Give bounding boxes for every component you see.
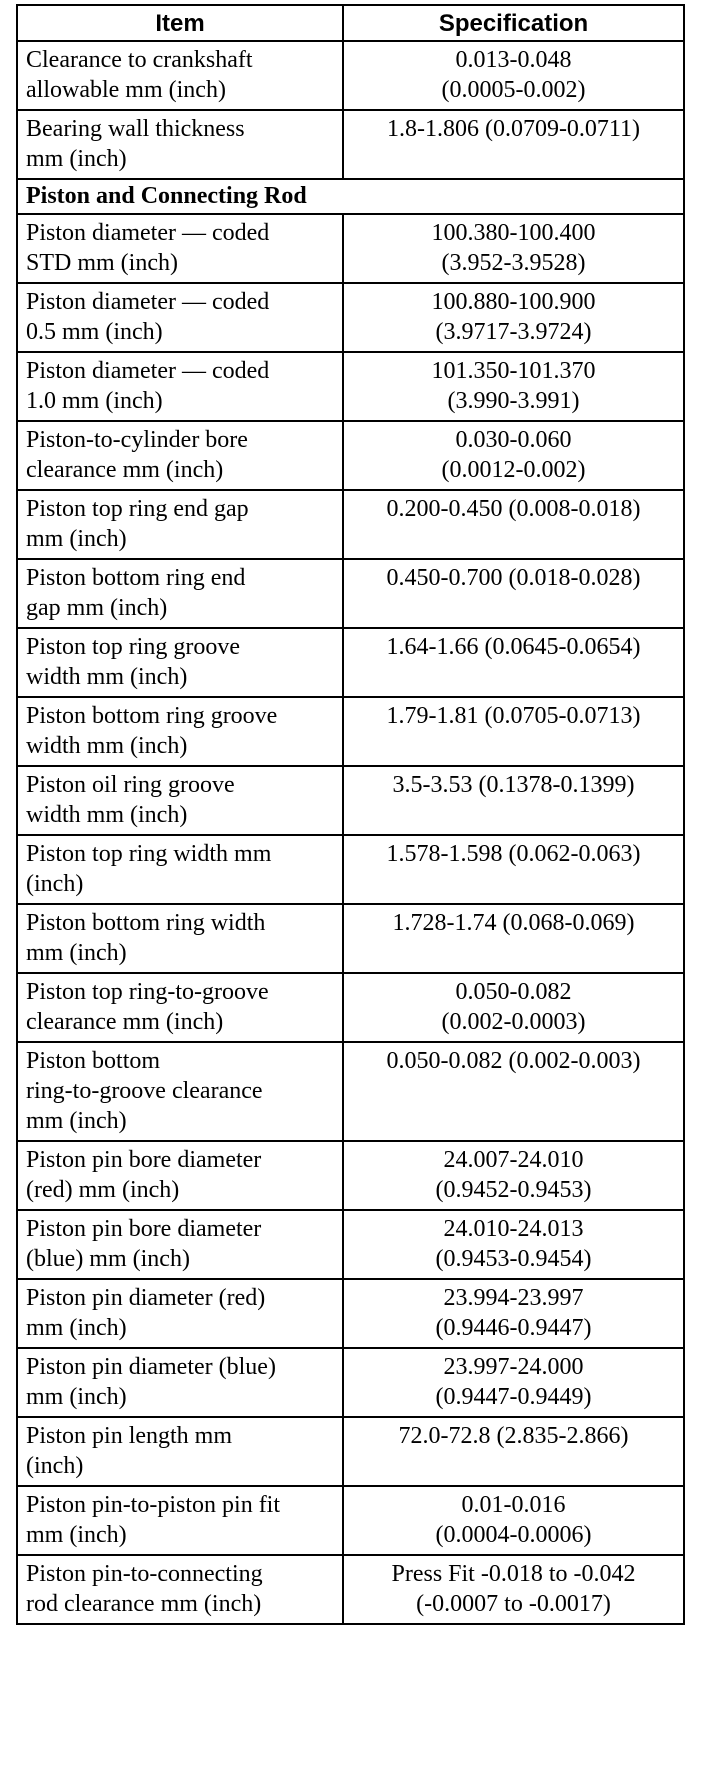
specification-text-line: 0.050-0.082 (0.002-0.003) — [386, 1048, 641, 1074]
specification-cell — [343, 559, 684, 628]
item-cell — [17, 628, 343, 697]
specification-cell — [343, 352, 684, 421]
specification-text-line: (0.9446-0.9447) — [435, 1315, 592, 1341]
item-text-line: (inch) — [26, 1453, 84, 1479]
column-header-item: Item — [17, 5, 343, 41]
item-text-line: Piston top ring width mm — [26, 841, 272, 867]
item-text-line: Bearing wall thickness — [26, 116, 245, 142]
specification-text-line: (0.0005-0.002) — [441, 77, 586, 103]
item-text-line: ring-to-groove clearance — [26, 1078, 263, 1104]
item-text-line: Clearance to crankshaft — [26, 47, 253, 73]
item-text-line: Piston top ring end gap — [26, 496, 249, 522]
table-row — [17, 421, 684, 490]
item-text-line: Piston bottom — [26, 1048, 161, 1074]
item-text-line: Piston pin diameter (red) — [26, 1285, 266, 1311]
section-row — [17, 179, 684, 214]
item-text-line: mm (inch) — [26, 1522, 127, 1548]
item-text-line: Piston bottom ring width — [26, 910, 266, 936]
item-text-line: Piston oil ring groove — [26, 772, 235, 798]
table-row — [17, 559, 684, 628]
item-text-line: STD mm (inch) — [26, 250, 178, 276]
specification-text-line: (0.9452-0.9453) — [435, 1177, 592, 1203]
table-row — [17, 904, 684, 973]
item-text-line: mm (inch) — [26, 526, 127, 552]
item-text-line: Piston pin bore diameter — [26, 1216, 262, 1242]
item-text-line: Piston pin length mm — [26, 1423, 233, 1449]
specification-cell — [343, 283, 684, 352]
table-row — [17, 110, 684, 179]
specification-cell — [343, 973, 684, 1042]
specification-text-line: 72.0-72.8 (2.835-2.866) — [398, 1423, 629, 1449]
specification-text-line: 23.997-24.000 — [443, 1354, 584, 1380]
item-text-line: 0.5 mm (inch) — [26, 319, 163, 345]
item-text-line: rod clearance mm (inch) — [26, 1591, 262, 1617]
table-row — [17, 1279, 684, 1348]
specification-cell — [343, 1417, 684, 1486]
header-row — [17, 5, 684, 41]
item-cell — [17, 421, 343, 490]
specification-text-line: 0.200-0.450 (0.008-0.018) — [386, 496, 641, 522]
item-text-line: mm (inch) — [26, 1108, 127, 1134]
item-text-line: width mm (inch) — [26, 802, 188, 828]
item-cell — [17, 490, 343, 559]
item-cell — [17, 973, 343, 1042]
specification-text-line: 24.007-24.010 — [443, 1147, 584, 1173]
specification-text-line: 3.5-3.53 (0.1378-0.1399) — [392, 772, 635, 798]
item-text-line: Piston diameter — coded — [26, 220, 270, 246]
specification-cell — [343, 1279, 684, 1348]
table-row — [17, 1486, 684, 1555]
section-title: Piston and Connecting Rod — [17, 179, 684, 214]
item-text-line: Piston pin-to-piston pin fit — [26, 1492, 281, 1518]
specification-text-line: (3.952-3.9528) — [441, 250, 586, 276]
table-header — [17, 5, 684, 41]
specification-text-line: (0.9453-0.9454) — [435, 1246, 592, 1272]
item-text-line: Piston-to-cylinder bore — [26, 427, 248, 453]
specification-text-line: (3.990-3.991) — [447, 388, 580, 414]
item-text-line: width mm (inch) — [26, 733, 188, 759]
item-cell — [17, 110, 343, 179]
specification-cell — [343, 697, 684, 766]
item-text-line: Piston diameter — coded — [26, 358, 270, 384]
item-text-line: Piston pin diameter (blue) — [26, 1354, 276, 1380]
specification-text-line: 1.79-1.81 (0.0705-0.0713) — [386, 703, 641, 729]
item-cell — [17, 697, 343, 766]
specification-text-line: 0.030-0.060 — [455, 427, 572, 453]
specification-table — [16, 4, 685, 1625]
item-cell — [17, 1555, 343, 1624]
table-row — [17, 214, 684, 283]
table-row — [17, 283, 684, 352]
item-text-line: 1.0 mm (inch) — [26, 388, 163, 414]
item-text-line: (blue) mm (inch) — [26, 1246, 190, 1272]
specification-text-line: 1.578-1.598 (0.062-0.063) — [386, 841, 641, 867]
specification-text-line: 1.728-1.74 (0.068-0.069) — [392, 910, 635, 936]
item-text-line: Piston top ring-to-groove — [26, 979, 269, 1005]
item-text-line: mm (inch) — [26, 146, 127, 172]
item-text-line: Piston top ring groove — [26, 634, 240, 660]
table-row — [17, 41, 684, 110]
item-cell — [17, 1042, 343, 1141]
column-header-specification: Specification — [343, 5, 684, 41]
specification-text-line: 24.010-24.013 — [443, 1216, 584, 1242]
table-row — [17, 1141, 684, 1210]
table-row — [17, 352, 684, 421]
specification-text-line: 0.050-0.082 — [455, 979, 572, 1005]
item-cell — [17, 559, 343, 628]
specification-cell — [343, 835, 684, 904]
specification-cell — [343, 1348, 684, 1417]
specification-cell — [343, 1141, 684, 1210]
item-cell — [17, 766, 343, 835]
specification-text-line: (-0.0007 to -0.0017) — [416, 1591, 611, 1617]
item-cell — [17, 904, 343, 973]
item-cell — [17, 1141, 343, 1210]
item-text-line: mm (inch) — [26, 940, 127, 966]
specification-text-line: 100.880-100.900 — [431, 289, 596, 315]
item-cell — [17, 1279, 343, 1348]
item-cell — [17, 214, 343, 283]
item-text-line: (red) mm (inch) — [26, 1177, 180, 1203]
table-body — [17, 41, 684, 1624]
item-cell — [17, 41, 343, 110]
item-text-line: gap mm (inch) — [26, 595, 168, 621]
specification-text-line: 1.8-1.806 (0.0709-0.0711) — [386, 116, 641, 142]
item-cell — [17, 1486, 343, 1555]
table-row — [17, 835, 684, 904]
table-row — [17, 1348, 684, 1417]
item-text-line: Piston pin-to-connecting — [26, 1561, 263, 1587]
specification-cell — [343, 1486, 684, 1555]
specification-text-line: 0.013-0.048 — [455, 47, 572, 73]
specification-text-line: Press Fit -0.018 to -0.042 — [391, 1561, 636, 1587]
table-row — [17, 973, 684, 1042]
specification-text-line: (0.0012-0.002) — [441, 457, 586, 483]
specification-text-line: (3.9717-3.9724) — [435, 319, 592, 345]
specification-cell — [343, 110, 684, 179]
specification-cell — [343, 214, 684, 283]
specification-text-line: (0.9447-0.9449) — [435, 1384, 592, 1410]
item-text-line: Piston bottom ring groove — [26, 703, 278, 729]
specification-cell — [343, 490, 684, 559]
item-text-line: Piston diameter — coded — [26, 289, 270, 315]
item-cell — [17, 835, 343, 904]
specification-text-line: 1.64-1.66 (0.0645-0.0654) — [386, 634, 641, 660]
specification-text-line: 101.350-101.370 — [431, 358, 596, 384]
specification-cell — [343, 766, 684, 835]
specification-cell — [343, 1042, 684, 1141]
item-cell — [17, 1348, 343, 1417]
table-row — [17, 1555, 684, 1624]
item-cell — [17, 352, 343, 421]
table-row — [17, 697, 684, 766]
specification-cell — [343, 904, 684, 973]
specification-text-line: 100.380-100.400 — [431, 220, 596, 246]
specification-text-line: 0.450-0.700 (0.018-0.028) — [386, 565, 641, 591]
specification-cell — [343, 628, 684, 697]
table-row — [17, 628, 684, 697]
item-text-line: clearance mm (inch) — [26, 457, 224, 483]
table-row — [17, 1417, 684, 1486]
table-row — [17, 766, 684, 835]
item-cell — [17, 1210, 343, 1279]
table-row — [17, 490, 684, 559]
item-cell — [17, 1417, 343, 1486]
specification-cell — [343, 1210, 684, 1279]
specification-text-line: 23.994-23.997 — [443, 1285, 584, 1311]
table-row — [17, 1210, 684, 1279]
item-text-line: mm (inch) — [26, 1315, 127, 1341]
item-text-line: width mm (inch) — [26, 664, 188, 690]
item-text-line: (inch) — [26, 871, 84, 897]
specification-cell — [343, 421, 684, 490]
table-row — [17, 1042, 684, 1141]
specification-text-line: (0.002-0.0003) — [441, 1009, 586, 1035]
item-text-line: mm (inch) — [26, 1384, 127, 1410]
specification-text-line: 0.01-0.016 — [461, 1492, 566, 1518]
item-text-line: clearance mm (inch) — [26, 1009, 224, 1035]
specification-cell — [343, 1555, 684, 1624]
item-text-line: Piston pin bore diameter — [26, 1147, 262, 1173]
item-cell — [17, 283, 343, 352]
item-text-line: Piston bottom ring end — [26, 565, 246, 591]
specification-cell — [343, 41, 684, 110]
specification-text-line: (0.0004-0.0006) — [435, 1522, 592, 1548]
item-text-line: allowable mm (inch) — [26, 77, 226, 103]
